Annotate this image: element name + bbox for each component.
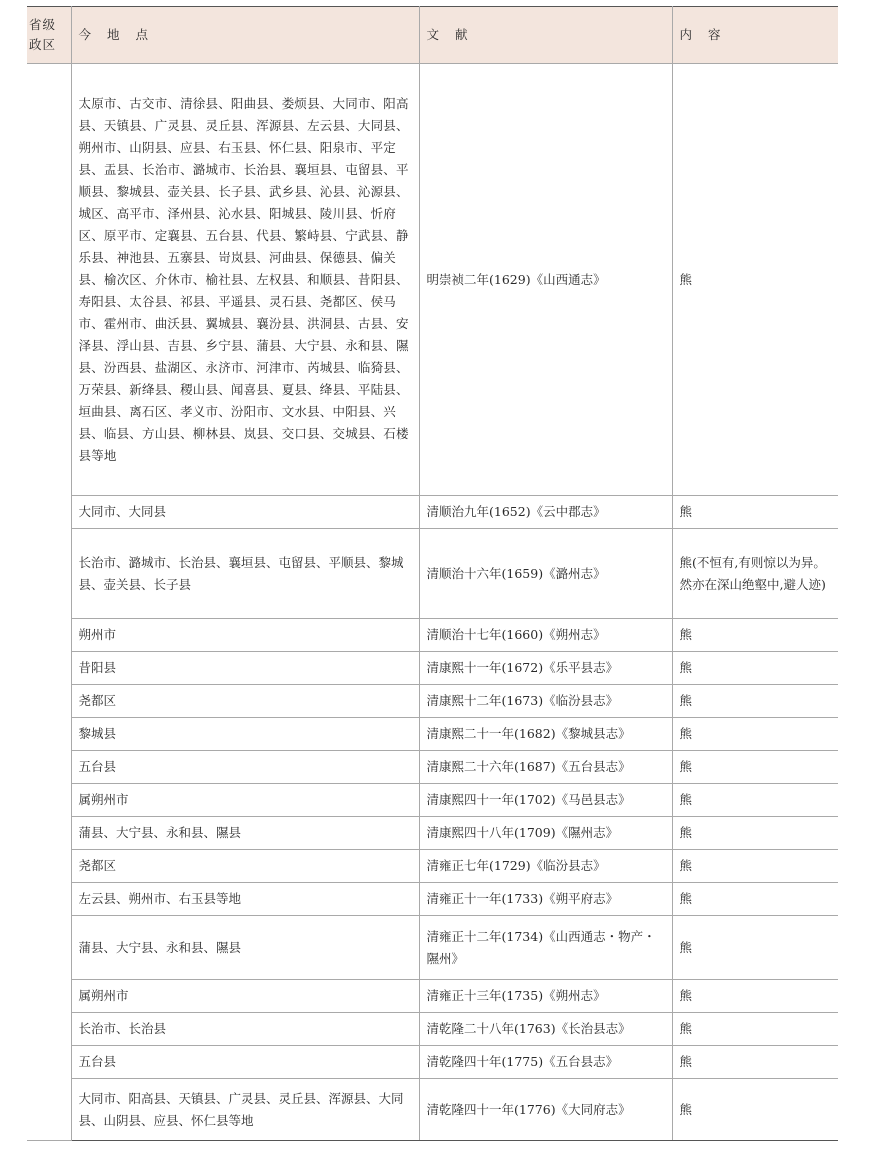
document-cell: 清雍正十三年(1735)《朔州志》 <box>419 980 672 1013</box>
location-cell: 属朔州市 <box>71 980 419 1013</box>
content-cell: 熊 <box>672 1079 838 1141</box>
table-row <box>27 685 838 718</box>
location-cell: 尧都区 <box>71 850 419 883</box>
document-cell: 清乾隆四十一年(1776)《大同府志》 <box>419 1079 672 1141</box>
header-province <box>27 7 71 64</box>
table-header <box>27 7 838 64</box>
content-cell: 熊 <box>672 916 838 980</box>
table-row <box>27 1046 838 1079</box>
content-cell: 熊 <box>672 850 838 883</box>
header-document: 文 献 <box>419 7 672 64</box>
table-row <box>27 1013 838 1046</box>
table-row <box>27 718 838 751</box>
document-cell: 清顺治九年(1652)《云中郡志》 <box>419 496 672 529</box>
table-row <box>27 916 838 980</box>
location-cell: 大同市、阳高县、天镇县、广灵县、灵丘县、浑源县、大同县、山阴县、应县、怀仁县等地 <box>71 1079 419 1141</box>
table-row <box>27 883 838 916</box>
content-cell: 熊 <box>672 64 838 496</box>
location-cell: 长治市、长治县 <box>71 1013 419 1046</box>
document-cell: 清康熙十一年(1672)《乐平县志》 <box>419 652 672 685</box>
location-cell: 蒲县、大宁县、永和县、隰县 <box>71 916 419 980</box>
table-row <box>27 619 838 652</box>
content-cell: 熊(不恒有,有则惊以为异。然亦在深山绝壑中,避人迹) <box>672 529 838 619</box>
document-cell: 清康熙四十八年(1709)《隰州志》 <box>419 817 672 850</box>
content-cell: 熊 <box>672 784 838 817</box>
location-cell: 属朔州市 <box>71 784 419 817</box>
document-cell: 清雍正七年(1729)《临汾县志》 <box>419 850 672 883</box>
document-cell: 清乾隆四十年(1775)《五台县志》 <box>419 1046 672 1079</box>
document-cell: 清顺治十七年(1660)《朔州志》 <box>419 619 672 652</box>
province-cell <box>27 64 71 1141</box>
content-cell: 熊 <box>672 619 838 652</box>
content-cell: 熊 <box>672 1013 838 1046</box>
location-cell: 长治市、潞城市、长治县、襄垣县、屯留县、平顺县、黎城县、壶关县、长子县 <box>71 529 419 619</box>
document-cell: 清康熙十二年(1673)《临汾县志》 <box>419 685 672 718</box>
table-row <box>27 64 838 496</box>
content-cell: 熊 <box>672 751 838 784</box>
content-cell: 熊 <box>672 718 838 751</box>
document-cell: 清雍正十一年(1733)《朔平府志》 <box>419 883 672 916</box>
header-content: 内 容 <box>672 7 838 64</box>
location-cell: 左云县、朔州市、右玉县等地 <box>71 883 419 916</box>
table-row <box>27 751 838 784</box>
table-row <box>27 529 838 619</box>
document-cell: 清雍正十二年(1734)《山西通志・物产・隰州》 <box>419 916 672 980</box>
document-cell: 清乾隆二十八年(1763)《长治县志》 <box>419 1013 672 1046</box>
header-province-line2: 政区 <box>29 37 57 52</box>
content-cell: 熊 <box>672 685 838 718</box>
content-cell: 熊 <box>672 1046 838 1079</box>
location-cell: 黎城县 <box>71 718 419 751</box>
content-cell: 熊 <box>672 883 838 916</box>
table-row <box>27 784 838 817</box>
location-cell: 五台县 <box>71 751 419 784</box>
header-location: 今 地 点 <box>71 7 419 64</box>
records-table <box>27 6 838 1141</box>
document-cell: 清康熙二十一年(1682)《黎城县志》 <box>419 718 672 751</box>
table-row <box>27 980 838 1013</box>
location-cell: 尧都区 <box>71 685 419 718</box>
table-row <box>27 496 838 529</box>
location-cell: 大同市、大同县 <box>71 496 419 529</box>
content-cell: 熊 <box>672 980 838 1013</box>
content-cell: 熊 <box>672 817 838 850</box>
table-row <box>27 652 838 685</box>
document-cell: 清康熙二十六年(1687)《五台县志》 <box>419 751 672 784</box>
content-cell: 熊 <box>672 652 838 685</box>
location-cell: 昔阳县 <box>71 652 419 685</box>
document-cell: 清康熙四十一年(1702)《马邑县志》 <box>419 784 672 817</box>
table-row <box>27 817 838 850</box>
document-cell: 清顺治十六年(1659)《潞州志》 <box>419 529 672 619</box>
location-cell: 朔州市 <box>71 619 419 652</box>
location-cell: 太原市、古交市、清徐县、阳曲县、娄烦县、大同市、阳高县、天镇县、广灵县、灵丘县、浑源县、左云县、大同县、朔州市、山阴县、应县、右玉县、怀仁县、阳泉市、平定县、盂县、长治市、潞城市、长治县、襄垣县、屯留县、平顺县、黎城县、壶关县、长子县、武乡县、沁县、沁源县、城区、高平市、泽州县、沁水县、阳城县、陵川县、忻府区、原平市、定襄县、五台县、代县、繁峙县、宁武县、静乐县、神池县、五寨县、岢岚县、河曲县、保德县、偏关县、榆次区、介休市、榆社县、左权县、和顺县、昔阳县、寿阳县、太谷县、祁县、平遥县、灵石县、尧都区、侯马市、霍州市、曲沃县、翼城县、襄汾县、洪洞县、古县、安泽县、浮山县、吉县、乡宁县、蒲县、大宁县、永和县、隰县、汾西县、盐湖区、永济市、河津市、芮城县、临猗县、万荣县、新绛县、稷山县、闻喜县、夏县、绛县、平陆县、垣曲县、离石区、孝义市、汾阳市、文水县、中阳县、兴县、临县、方山县、柳林县、岚县、交口县、交城县、石楼县等地 <box>71 64 419 496</box>
location-cell: 蒲县、大宁县、永和县、隰县 <box>71 817 419 850</box>
table-row <box>27 1079 838 1141</box>
header-province-line1: 省级 <box>29 17 57 32</box>
content-cell: 熊 <box>672 496 838 529</box>
table-row <box>27 850 838 883</box>
document-cell: 明崇祯二年(1629)《山西通志》 <box>419 64 672 496</box>
location-cell: 五台县 <box>71 1046 419 1079</box>
